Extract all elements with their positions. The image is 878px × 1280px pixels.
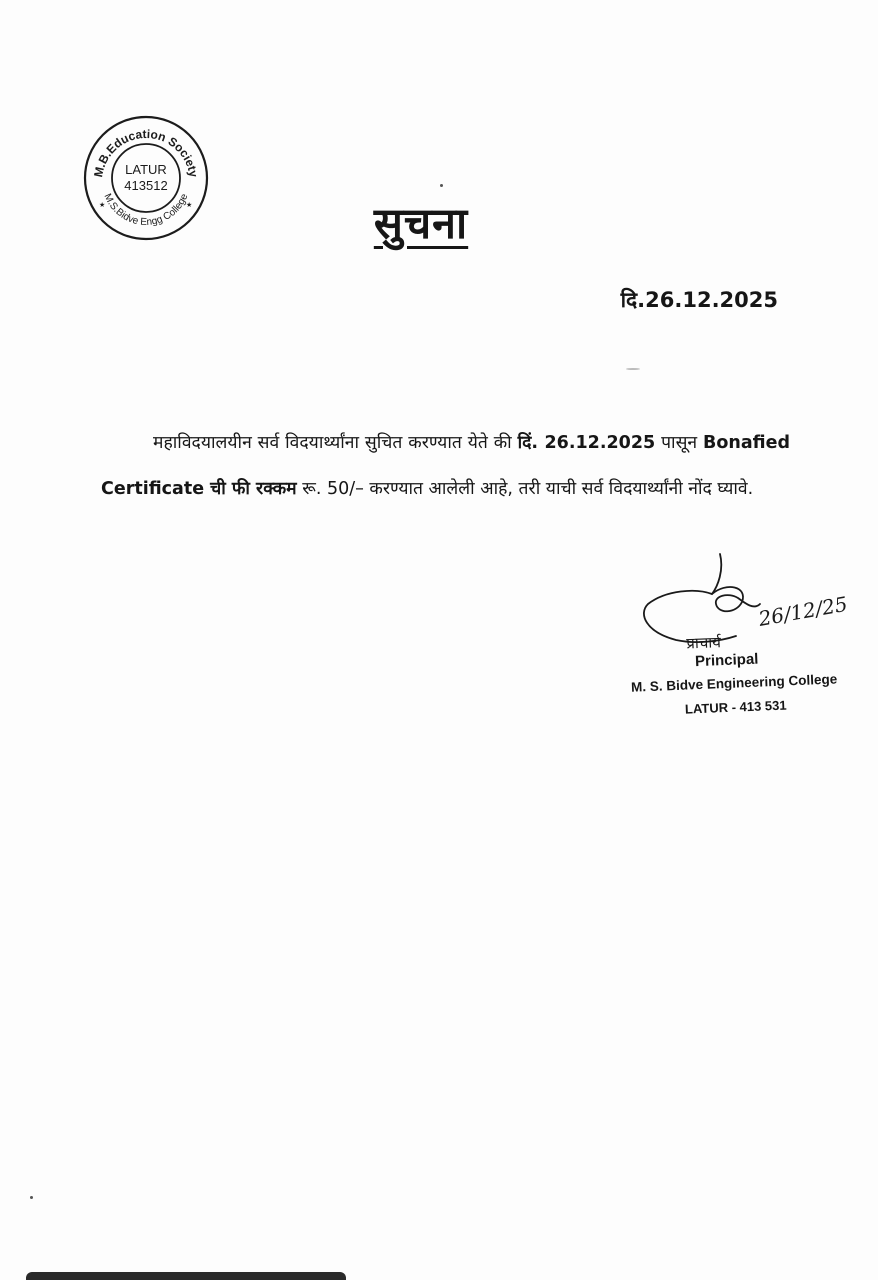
body-effective-date: दिं. 26.12.2025 xyxy=(517,433,656,453)
scan-speck xyxy=(440,184,443,187)
college-name: M. S. Bidve Engineering College xyxy=(630,671,838,695)
body-text-part: पासून xyxy=(655,433,704,453)
seal-bottom-text: M.S.Bidve Engg College xyxy=(101,192,191,228)
principal-signature xyxy=(636,552,878,664)
notice-title: सुचना xyxy=(373,199,469,249)
principal-title-hindi: प्राचार्य xyxy=(685,633,722,653)
seal-pincode: 413512 xyxy=(124,178,168,193)
seal-top-text: M.B.Education Society xyxy=(91,126,201,179)
seal-star-icon: ★ xyxy=(99,201,106,209)
body-text-part: महाविदयालयीन सर्व विदयार्थ्यांना सुचित करण्यात येते की xyxy=(153,433,518,453)
college-address: LATUR - 413 531 xyxy=(684,697,787,717)
scan-speck xyxy=(30,1196,33,1199)
body-text-part: रू. 50/– करण्यात आलेली आहे, तरी याची सर्व विदयार्थ्यांनी नोंद घ्यावे. xyxy=(296,479,754,499)
notice-date: दि.26.12.2025 xyxy=(620,288,778,312)
scan-speck xyxy=(626,368,640,370)
body-fee-subject: Bonafied Certificate ची फी रक्कम xyxy=(101,433,791,499)
seal-city: LATUR xyxy=(125,162,167,177)
signature-date: 26/12/25 xyxy=(756,591,850,631)
principal-title-english: Principal xyxy=(694,650,759,671)
scan-bottom-edge xyxy=(26,1272,346,1280)
seal-star-icon: ★ xyxy=(186,201,193,209)
notice-body xyxy=(101,420,790,512)
